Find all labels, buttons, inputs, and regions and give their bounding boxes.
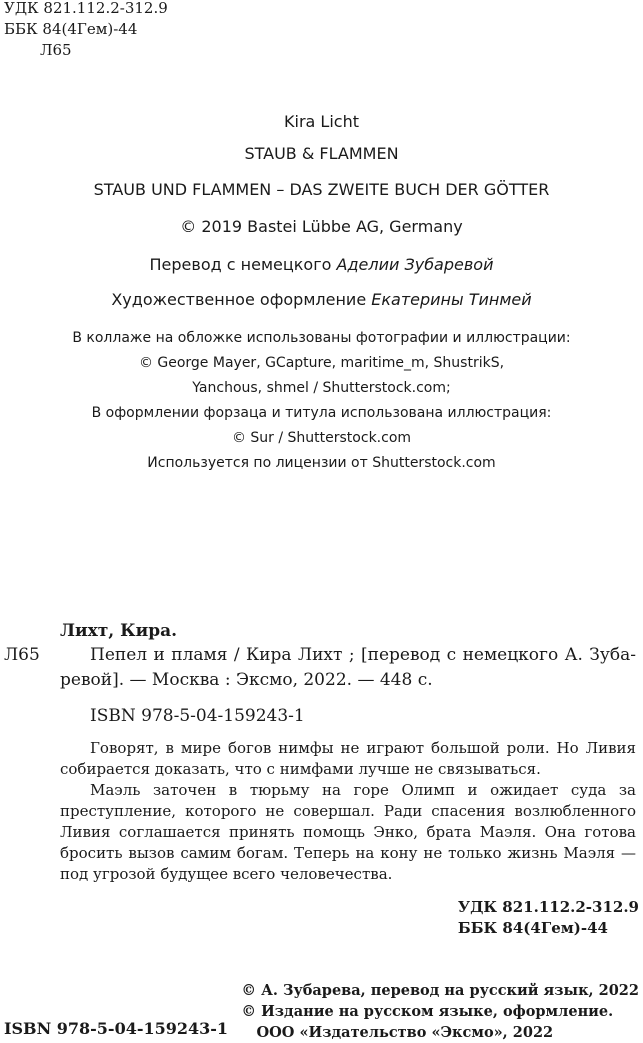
cover-credit-4: В оформлении форзаца и титула использована иллюстрация: <box>91 405 552 421</box>
copyright-block <box>242 980 639 1043</box>
translation-credit <box>0 255 643 274</box>
catalog-line-2: ревой]. — Москва : Эксмо, 2022. — 448 с. <box>60 670 433 690</box>
designer-name: Екатерины Тинмей <box>371 290 532 309</box>
cover-credit-5: © Sur / Shutterstock.com <box>231 430 412 446</box>
bbk-code: ББК 84(4Гем)-44 <box>4 20 138 38</box>
annotation-paragraph-2: Маэль заточен в тюрьму на горе Олимп и ожидает суда за преступление, которого не совершал. Ради спасения возлюбленного Ливия соглашается принять помощь Энко, брата Маэля. Она готова бросить вызов самим богам. Теперь на кону не только жизнь Маэля — под угрозой будущее всего человечества. <box>60 781 636 883</box>
original-author: Kira Licht <box>284 112 359 131</box>
original-title: STAUB & FLAMMEN <box>244 144 399 163</box>
bottom-udk-code: УДК 821.112.2-312.9 <box>457 898 639 916</box>
cover-credit-6: Используется по лицензии от Shutterstock.com <box>147 455 496 471</box>
isbn-bottom: ISBN 978-5-04-159243-1 <box>4 1019 229 1038</box>
copyright-translation: © А. Зубарева, перевод на русский язык, 2022 <box>241 982 639 999</box>
top-codes <box>4 0 168 61</box>
cover-credit-1: В коллаже на обложке использованы фотографии и иллюстрации: <box>72 330 571 346</box>
catalog-mark: Л65 <box>4 645 40 665</box>
copyright-edition-1: © Издание на русском языке, оформление. <box>241 1003 614 1020</box>
design-prefix: Художественное оформление <box>111 290 367 309</box>
catalog-heading: Лихт, Кира. <box>60 621 178 641</box>
cover-credit-2: © George Mayer, GCapture, maritime_m, ShustrikS, <box>138 355 505 371</box>
cover-credit-3: Yanchous, shmel / Shutterstock.com; <box>192 380 451 396</box>
copyright-edition-2: ООО «Издательство «Эксмо», 2022 <box>256 1024 554 1041</box>
catalog-isbn: ISBN 978-5-04-159243-1 <box>90 706 305 726</box>
translation-prefix: Перевод с немецкого <box>149 255 332 274</box>
bottom-codes <box>458 897 639 939</box>
design-credit <box>0 290 643 309</box>
original-series: STAUB UND FLAMMEN – DAS ZWEITE BUCH DER GÖTTER <box>93 180 550 199</box>
translator-name: Аделии Зубаревой <box>336 255 494 274</box>
bottom-bbk-code: ББК 84(4Гем)-44 <box>457 919 608 937</box>
author-mark: Л65 <box>40 41 72 59</box>
catalog-line-1: Пепел и пламя / Кира Лихт ; [перевод с немецкого А. Зуба- <box>90 645 636 665</box>
annotation-paragraph-1: Говорят, в мире богов нимфы не играют большой роли. Но Ливия собирается доказать, что с нимфами лучше не связываться. <box>60 739 636 778</box>
udk-code: УДК 821.112.2-312.9 <box>4 0 168 17</box>
original-copyright: © 2019 Bastei Lübbe AG, Germany <box>180 217 463 236</box>
